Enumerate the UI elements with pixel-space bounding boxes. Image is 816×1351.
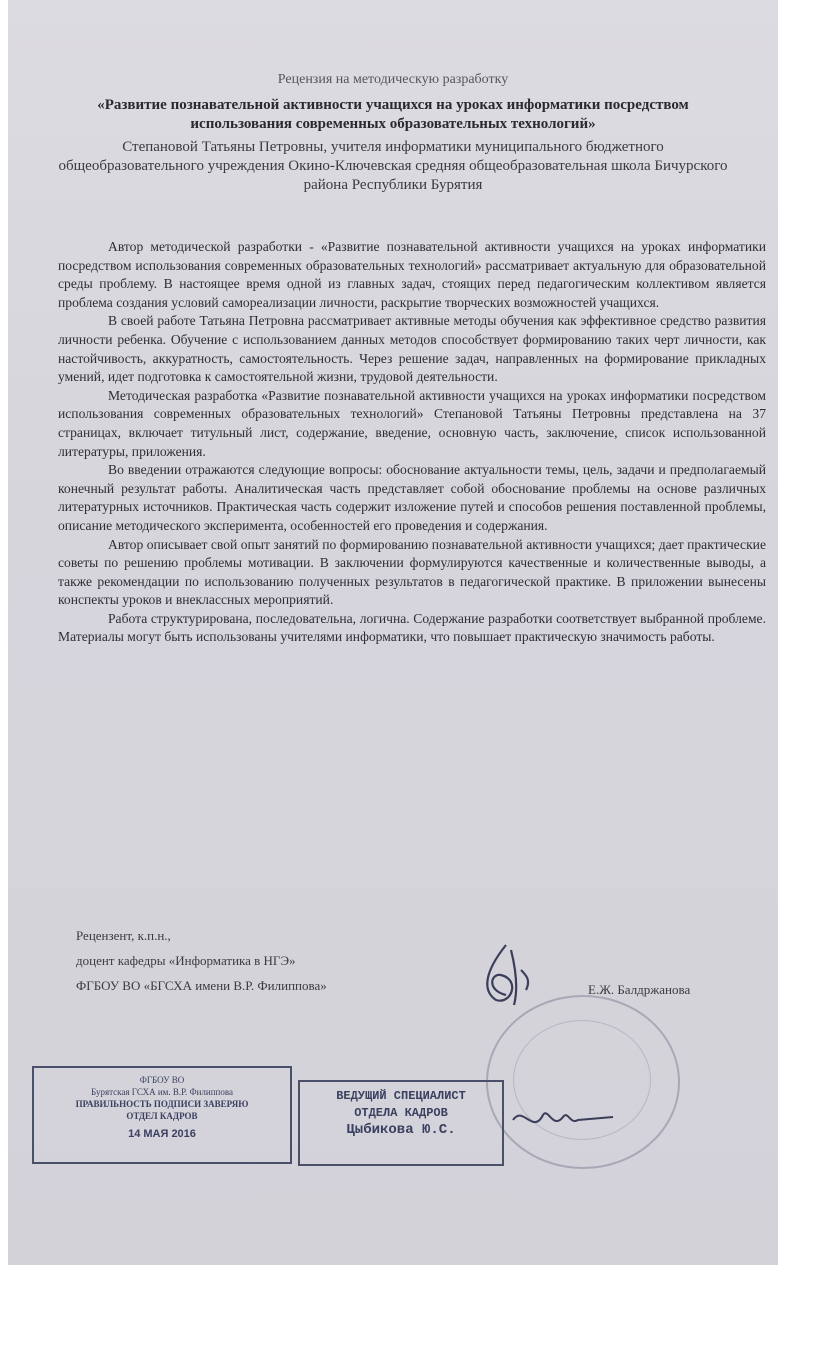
review-body — [58, 238, 766, 647]
hr-certification-stamp — [32, 1066, 292, 1164]
stamp-line: ВЕДУЩИЙ СПЕЦИАЛИСТ — [336, 1089, 466, 1103]
stamp-line: Цыбикова Ю.С. — [346, 1122, 456, 1138]
hr-specialist-stamp — [298, 1080, 504, 1166]
work-title: «Развитие познавательной активности учащихся на уроках информатики посредством использования современных образовательных технологий» — [97, 97, 689, 132]
review-heading: Рецензия на методическую разработку — [277, 72, 509, 87]
reviewer-degree: Рецензент, к.п.н., — [76, 928, 171, 943]
paragraph: Работа структурирована, последовательна, логична. Содержание разработки соответствует выбранной проблеме. Материалы могут быть использованы учителями информатики, что повышает практическую значимость работы. — [58, 610, 766, 645]
handwritten-signature — [476, 940, 536, 1010]
stamp-line: ОТДЕЛ КАДРОВ — [126, 1111, 198, 1121]
document-sheet — [8, 0, 778, 1265]
paragraph: Автор методической разработки - «Развитие познавательной активности учащихся на уроках информатики посредством использования современных образовательных технологий» рассматривает актуальную для образовательной среды проблему. В настоящее время одной из главных задач, стоящих перед педагогическим коллективом является проблема создания условий самореализации личности, раскрытие творческих возможностей учащихся. — [58, 239, 766, 310]
hr-signature — [508, 1095, 618, 1145]
reviewer-organization: ФГБОУ ВО «БГСХА имени В.Р. Филиппова» — [76, 978, 327, 993]
paragraph: Во введении отражаются следующие вопросы: обоснование актуальности темы, цель, задачи и предполагаемый конечный результат работы. Аналитическая часть представляет собой обоснование проблемы на основе различных литературных источников. Практическая часть содержит изложение путей и способов решения поставленной проблемы, описание методического эксперимента, особенностей его проведения и содержания. — [58, 462, 766, 533]
paragraph: Автор описывает свой опыт занятий по формированию познавательной активности учащихся; дает практические советы по решению проблемы мотивации. В заключении формулируются качественные и количественные выводы, а также рекомендации по использованию полученных результатов в педагогической практике. В приложении вынесены конспекты уроков и внеклассных мероприятий. — [58, 536, 766, 608]
stamp-line: ОТДЕЛА КАДРОВ — [354, 1106, 448, 1120]
stamp-line: ПРАВИЛЬНОСТЬ ПОДПИСИ ЗАВЕРЯЮ — [75, 1099, 249, 1109]
stamp-date: 14 МАЯ 2016 — [128, 1128, 196, 1140]
paragraph: В своей работе Татьяна Петровна рассматривает активные методы обучения как эффективное средство развития личности ребенка. Обучение с использованием данных методов способствует формированию таких черт личности, как настойчивость, аккуратность, самостоятельность. Через решение задач, направленных на формирование прикладных умений, идет подготовка к самостоятельной жизни, трудовой деятельности. — [58, 313, 766, 385]
stamp-line: Бурятская ГСХА им. В.Р. Филиппова — [91, 1087, 233, 1097]
stamp-line: ФГБОУ ВО — [139, 1075, 185, 1085]
reviewer-position: доцент кафедры «Информатика в НГЭ» — [76, 953, 296, 968]
author-info: Степановой Татьяны Петровны, учителя информатики муниципального бюджетного общеобразовательного учреждения Окино-Ключевская средняя общеобразовательная школа Бичурского района Республики Бурятия — [58, 139, 728, 193]
reviewer-name: Е.Ж. Балдржанова — [588, 982, 691, 997]
paragraph: Методическая разработка «Развитие познавательной активности учащихся на уроках информатики посредством использования современных образовательных технологий» Степановой Татьяны Петровны представлена на 37 страницах, включает титульный лист, содержание, введение, основную часть, заключение, список использованной литературы, приложения. — [58, 387, 766, 459]
